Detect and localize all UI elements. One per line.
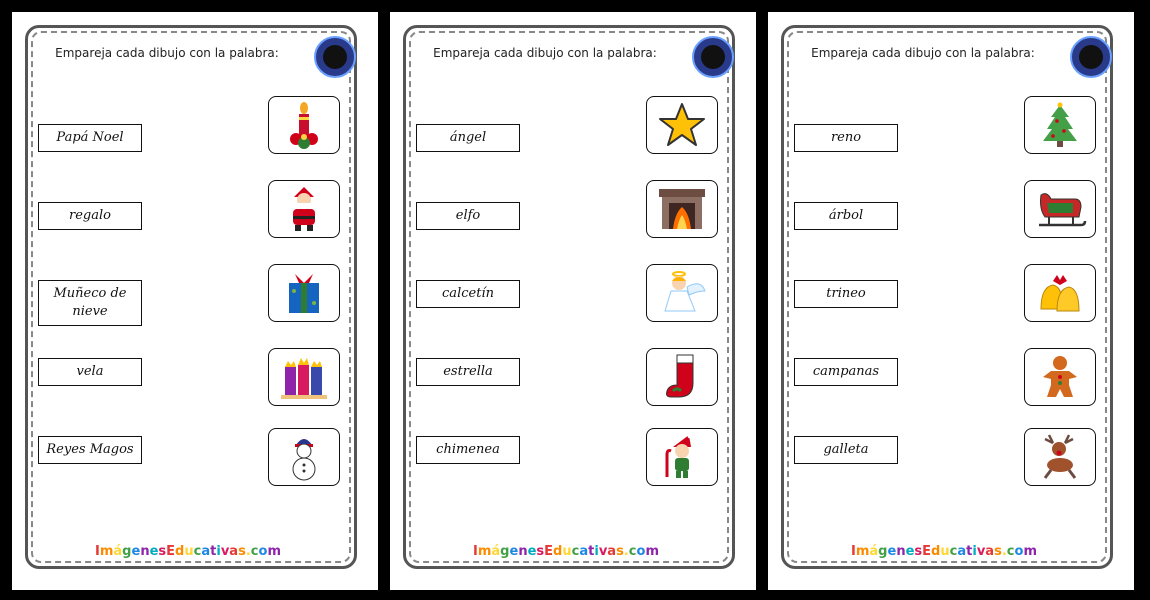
picture-card [1024, 348, 1096, 406]
picture-card [646, 264, 718, 322]
angel-icon [655, 269, 709, 317]
footer-brand: ImágenesEducativas.com [95, 544, 281, 559]
footer-brand: ImágenesEducativas.com [851, 544, 1037, 559]
picture-card [646, 428, 718, 486]
worksheet-3 [768, 12, 1134, 590]
picture-card [268, 428, 340, 486]
picture-card [1024, 180, 1096, 238]
picture-card [646, 348, 718, 406]
word-card: estrella [416, 358, 520, 386]
picture-card [646, 180, 718, 238]
logo-icon [1070, 36, 1112, 78]
stocking-icon [655, 353, 709, 401]
picture-card [1024, 96, 1096, 154]
instruction-text: Empareja cada dibujo con la palabra: [433, 46, 657, 60]
word-card: trineo [794, 280, 898, 308]
instruction-text: Empareja cada dibujo con la palabra: [55, 46, 279, 60]
fireplace-icon [655, 185, 709, 233]
word-card: Reyes Magos [38, 436, 142, 464]
logo-icon [314, 36, 356, 78]
word-card: Papá Noel [38, 124, 142, 152]
three-kings-icon [277, 353, 331, 401]
picture-card [1024, 428, 1096, 486]
word-card: árbol [794, 202, 898, 230]
reindeer-icon [1033, 433, 1087, 481]
word-card: Muñeco de nieve [38, 280, 142, 326]
picture-card [268, 264, 340, 322]
bells-icon [1033, 269, 1087, 317]
snowman-icon [277, 433, 331, 481]
word-card: regalo [38, 202, 142, 230]
star-icon [655, 101, 709, 149]
footer-brand: ImágenesEducativas.com [473, 544, 659, 559]
sleigh-icon [1033, 185, 1087, 233]
word-card: elfo [416, 202, 520, 230]
worksheet-1 [12, 12, 378, 590]
word-card: vela [38, 358, 142, 386]
word-card: campanas [794, 358, 898, 386]
picture-card [646, 96, 718, 154]
picture-card [268, 96, 340, 154]
word-card: ángel [416, 124, 520, 152]
word-card: reno [794, 124, 898, 152]
gingerbread-icon [1033, 353, 1087, 401]
logo-icon [692, 36, 734, 78]
word-card: galleta [794, 436, 898, 464]
instruction-text: Empareja cada dibujo con la palabra: [811, 46, 1035, 60]
picture-card [268, 180, 340, 238]
candle-icon [277, 101, 331, 149]
word-card: chimenea [416, 436, 520, 464]
santa-claus-icon [277, 185, 331, 233]
picture-card [268, 348, 340, 406]
elf-icon [655, 433, 709, 481]
word-card: calcetín [416, 280, 520, 308]
picture-card [1024, 264, 1096, 322]
worksheet-2 [390, 12, 756, 590]
gift-icon [277, 269, 331, 317]
christmas-tree-icon [1033, 101, 1087, 149]
